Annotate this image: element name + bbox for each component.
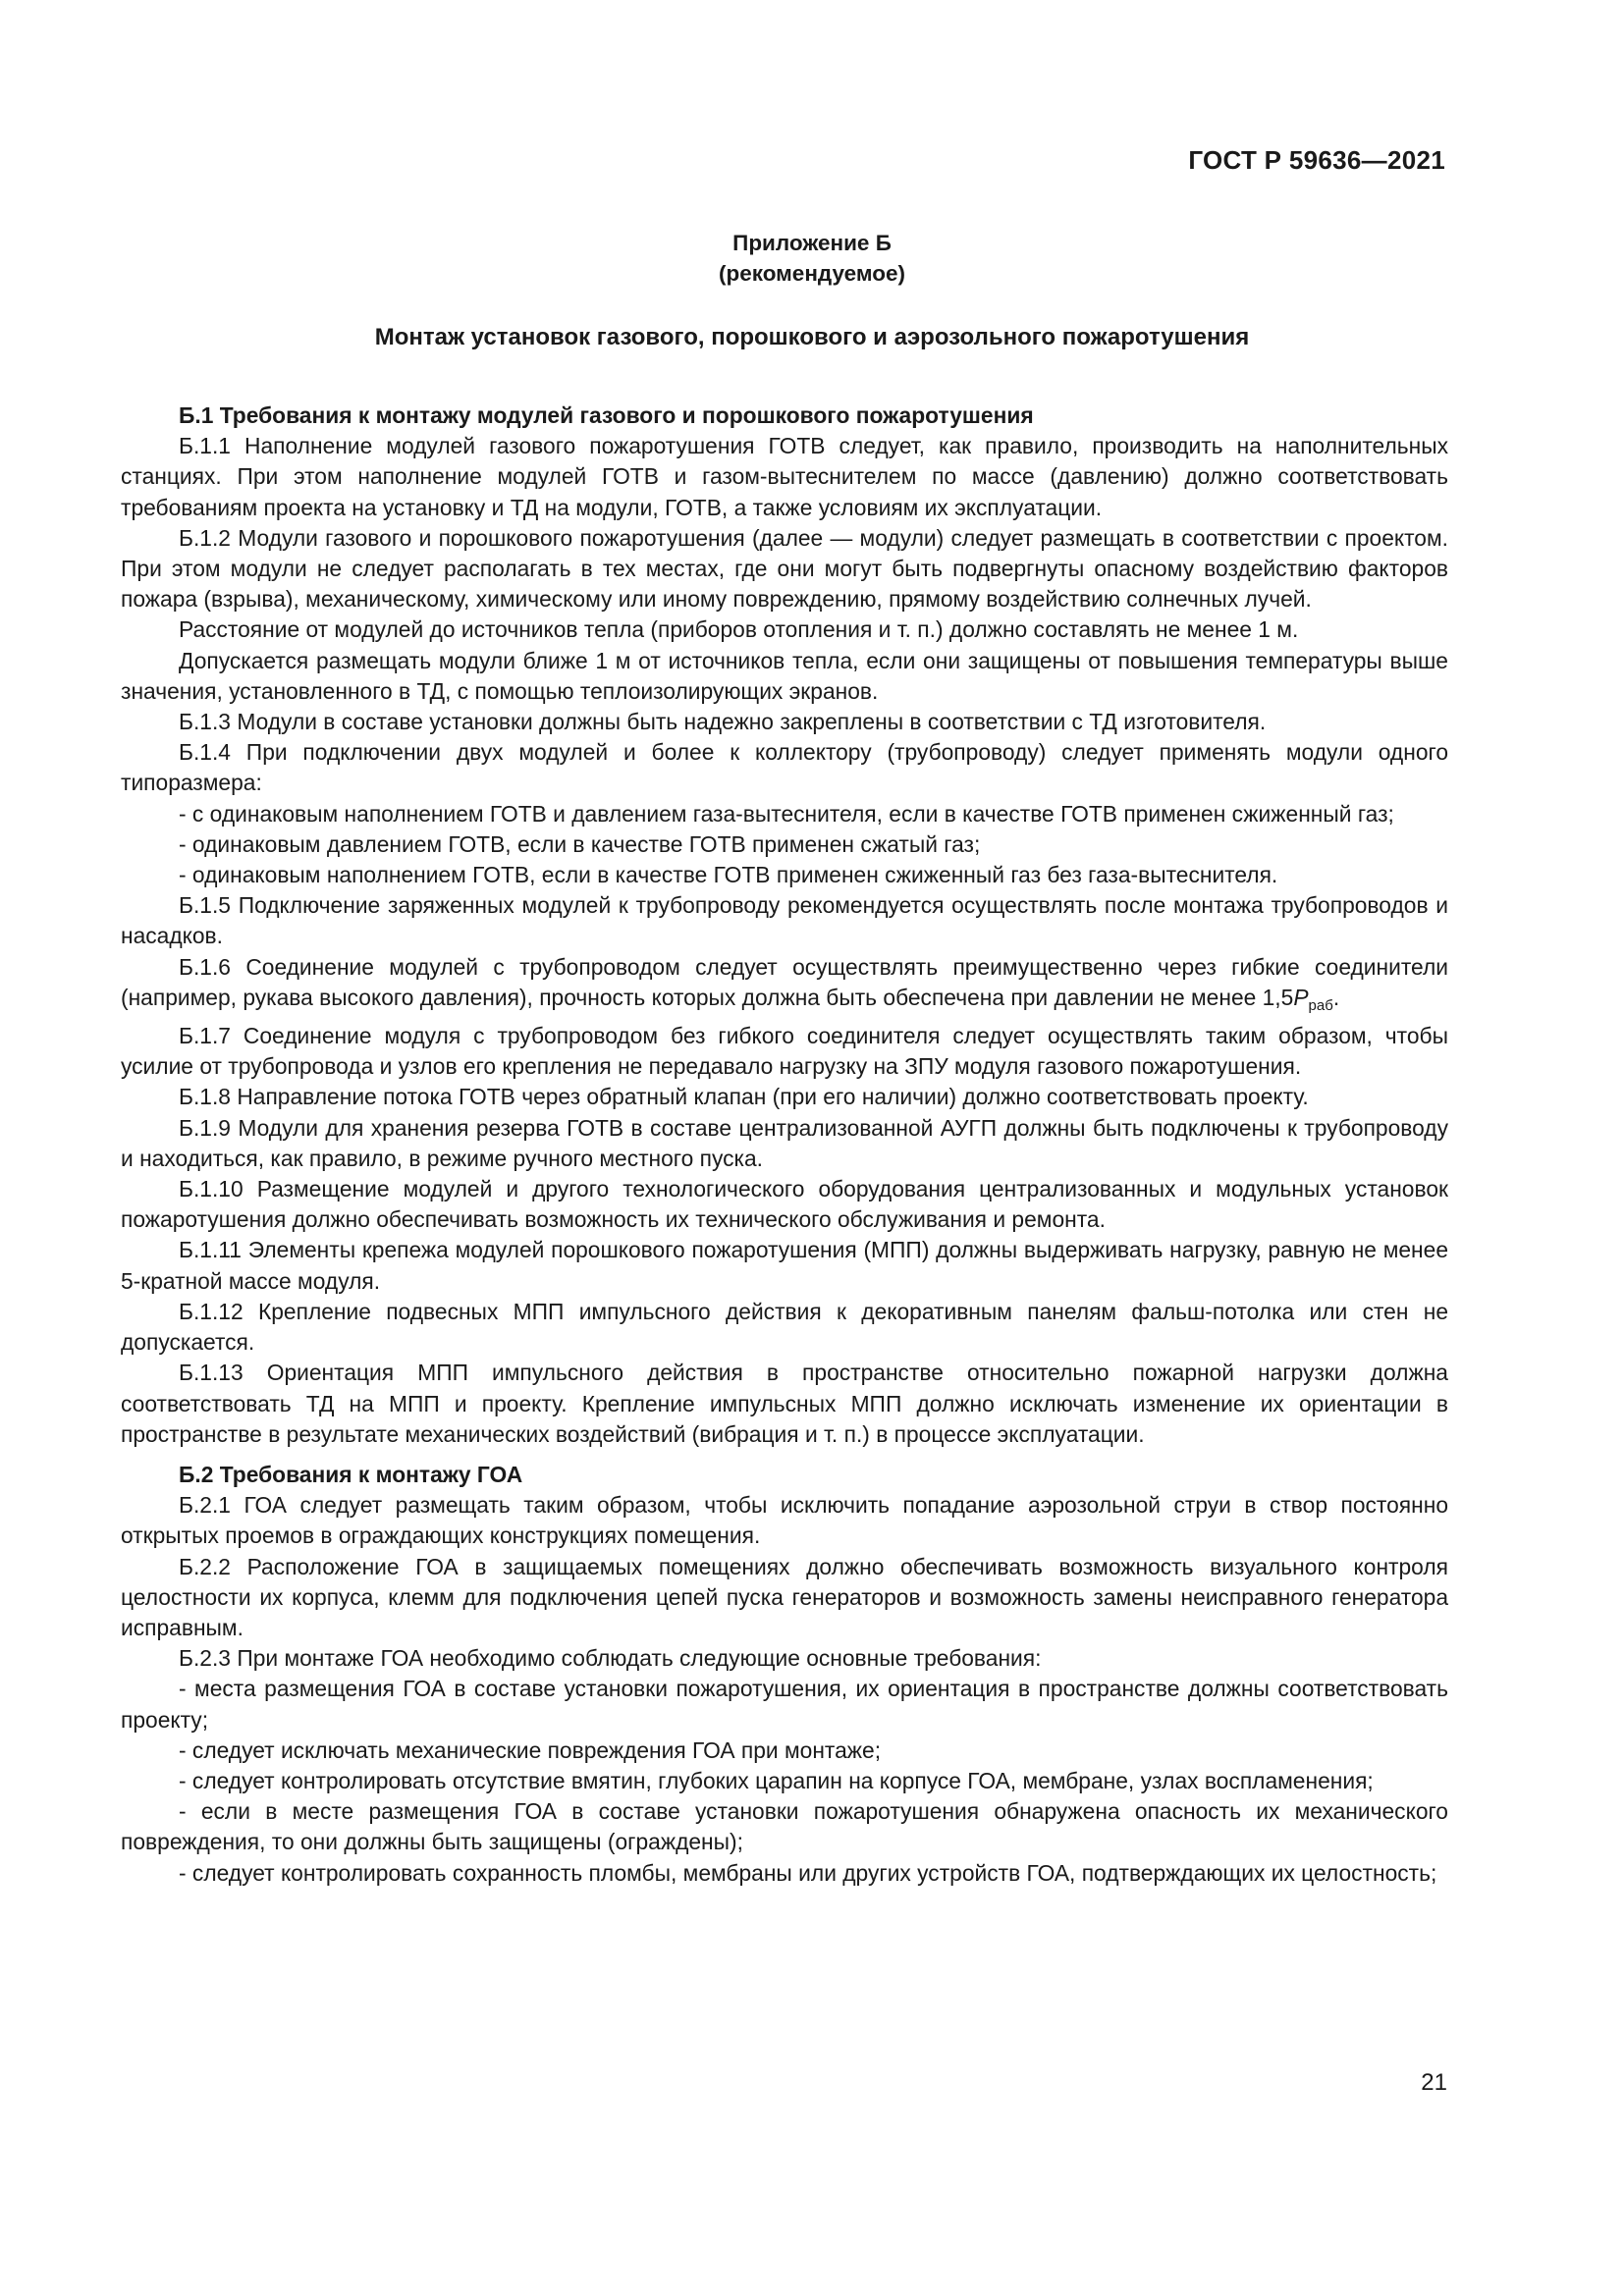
list-item: - одинаковым наполнением ГОТВ, если в качестве ГОТВ применен сжиженный газ без газа-вытеснителя.: [179, 862, 1278, 888]
list-item: - с одинаковым наполнением ГОТВ и давлением газа-вытеснителя, если в качестве ГОТВ применен сжиженный газ;: [179, 800, 1394, 827]
paragraph-text: Б.1.6 Соединение модулей с трубопроводом следует осуществлять преимущественно через гибкие соединители (например, рукава высокого давления), прочность которых должна быть обеспечена при давлении не менее 1,5: [121, 953, 1448, 1010]
document-body: [121, 400, 1448, 1889]
paragraph: Б.1.4 При подключении двух модулей и более к коллектору (трубопроводу) следует применять модули одного типоразмера:: [121, 739, 1448, 796]
annex-title: Приложение Б: [732, 231, 892, 255]
paragraph: Б.1.1 Наполнение модулей газового пожаротушения ГОТВ следует, как правило, производить на наполнительных станциях. При этом наполнение модулей ГОТВ и газом-вытеснителем по массе (давлению) должно соответствовать требованиям проекта на установку и ТД на модули, ГОТВ, а также условиям их эксплуатации.: [121, 433, 1448, 520]
paragraph: Б.1.3 Модули в составе установки должны быть надежно закреплены в соответствии с ТД изготовителя.: [179, 709, 1267, 735]
paragraph: Б.2.2 Расположение ГОА в защищаемых помещениях должно обеспечивать возможность визуального контроля целостности их корпуса, клемм для подключения цепей пуска генераторов и возможность замены неисправного генератора исправным.: [121, 1553, 1448, 1640]
section-heading-b2: Б.2 Требования к монтажу ГОА: [179, 1461, 523, 1487]
pressure-subscript: раб: [1308, 996, 1333, 1014]
paragraph: Допускается размещать модули ближе 1 м от источников тепла, если они защищены от повышения температуры выше значения, установленного в ТД, с помощью теплоизолирующих экранов.: [121, 647, 1448, 704]
paragraph: Б.1.2 Модули газового и порошкового пожаротушения (далее — модули) следует размещать в соответствии с проектом. При этом модули не следует располагать в тех местах, где они могут быть подвергнуты опасному воздействию факторов пожара (взрыва), механическому, химическому или иному повреждению, прямому воздействию солнечных лучей.: [121, 524, 1448, 613]
paragraph-end: .: [1332, 984, 1340, 1010]
paragraph: Б.1.10 Размещение модулей и другого технологического оборудования централизованных и модульных установок пожаротушения должно обеспечивать возможность их технического обслуживания и ремонта.: [121, 1176, 1448, 1233]
paragraph: Б.1.7 Соединение модуля с трубопроводом без гибкого соединителя следует осуществлять таким образом, чтобы усилие от трубопровода и узлов его крепления не передавало нагрузку на ЗПУ модуля газового пожаротушения.: [121, 1023, 1448, 1080]
main-title: Монтаж установок газового, порошкового и аэрозольного пожаротушения: [374, 324, 1250, 350]
list-item: - следует исключать механические повреждения ГОА при монтаже;: [179, 1736, 882, 1763]
document-code: ГОСТ Р 59636—2021: [1188, 145, 1445, 175]
paragraph: Б.1.9 Модули для хранения резерва ГОТВ в составе централизованной АУГП должны быть подключены к трубопроводу и находиться, как правило, в режиме ручного местного пуска.: [121, 1114, 1448, 1171]
paragraph-with-formula: [121, 952, 1448, 1021]
paragraph: Б.1.8 Направление потока ГОТВ через обратный клапан (при его наличии) должно соответствовать проекту.: [179, 1084, 1309, 1110]
page-number: 21: [1421, 2069, 1447, 2096]
paragraph: Б.2.3 При монтаже ГОА необходимо соблюдать следующие основные требования:: [179, 1645, 1042, 1672]
paragraph: Б.1.12 Крепление подвесных МПП импульсного действия к декоративным панелям фальш-потолка или стен не допускается.: [121, 1298, 1448, 1356]
list-item: - места размещения ГОА в составе установки пожаротушения, их ориентация в пространстве должны соответствовать проекту;: [121, 1676, 1448, 1733]
paragraph: Б.1.13 Ориентация МПП импульсного действия в пространстве относительно пожарной нагрузки должна соответствовать ТД на МПП и проекту. Крепление импульсных МПП должно исключать изменение их ориентации в пространстве в результате механических воздействий (вибрация и т. п.) в процессе эксплуатации.: [121, 1360, 1448, 1447]
list-item: - одинаковым давлением ГОТВ, если в качестве ГОТВ применен сжатый газ;: [179, 830, 981, 857]
section-heading-b1: Б.1 Требования к монтажу модулей газового и порошкового пожаротушения: [179, 402, 1034, 428]
paragraph: Б.2.1 ГОА следует размещать таким образом, чтобы исключить попадание аэрозольной струи в створ постоянно открытых проемов в ограждающих конструкциях помещения.: [121, 1492, 1448, 1549]
list-item: - если в месте размещения ГОА в составе установки пожаротушения обнаружена опасность их механического повреждения, то они должны быть защищены (ограждены);: [121, 1798, 1448, 1855]
list-item: - следует контролировать отсутствие вмятин, глубоких царапин на корпусе ГОА, мембране, узлах воспламенения;: [179, 1767, 1374, 1793]
paragraph: Б.1.5 Подключение заряженных модулей к трубопроводу рекомендуется осуществлять после монтажа трубопроводов и насадков.: [121, 892, 1448, 949]
pressure-symbol: P: [1293, 984, 1309, 1010]
list-item: - следует контролировать сохранность пломбы, мембраны или других устройств ГОА, подтверждающих их целостность;: [179, 1859, 1437, 1886]
paragraph: Б.1.11 Элементы крепежа модулей порошкового пожаротушения (МПП) должны выдерживать нагрузку, равную не менее 5-кратной массе модуля.: [121, 1237, 1448, 1294]
annex-heading: [0, 228, 1624, 289]
paragraph: Расстояние от модулей до источников тепла (приборов отопления и т. п.) должно составлять не менее 1 м.: [179, 616, 1299, 643]
annex-subtitle: (рекомендуемое): [719, 261, 905, 286]
